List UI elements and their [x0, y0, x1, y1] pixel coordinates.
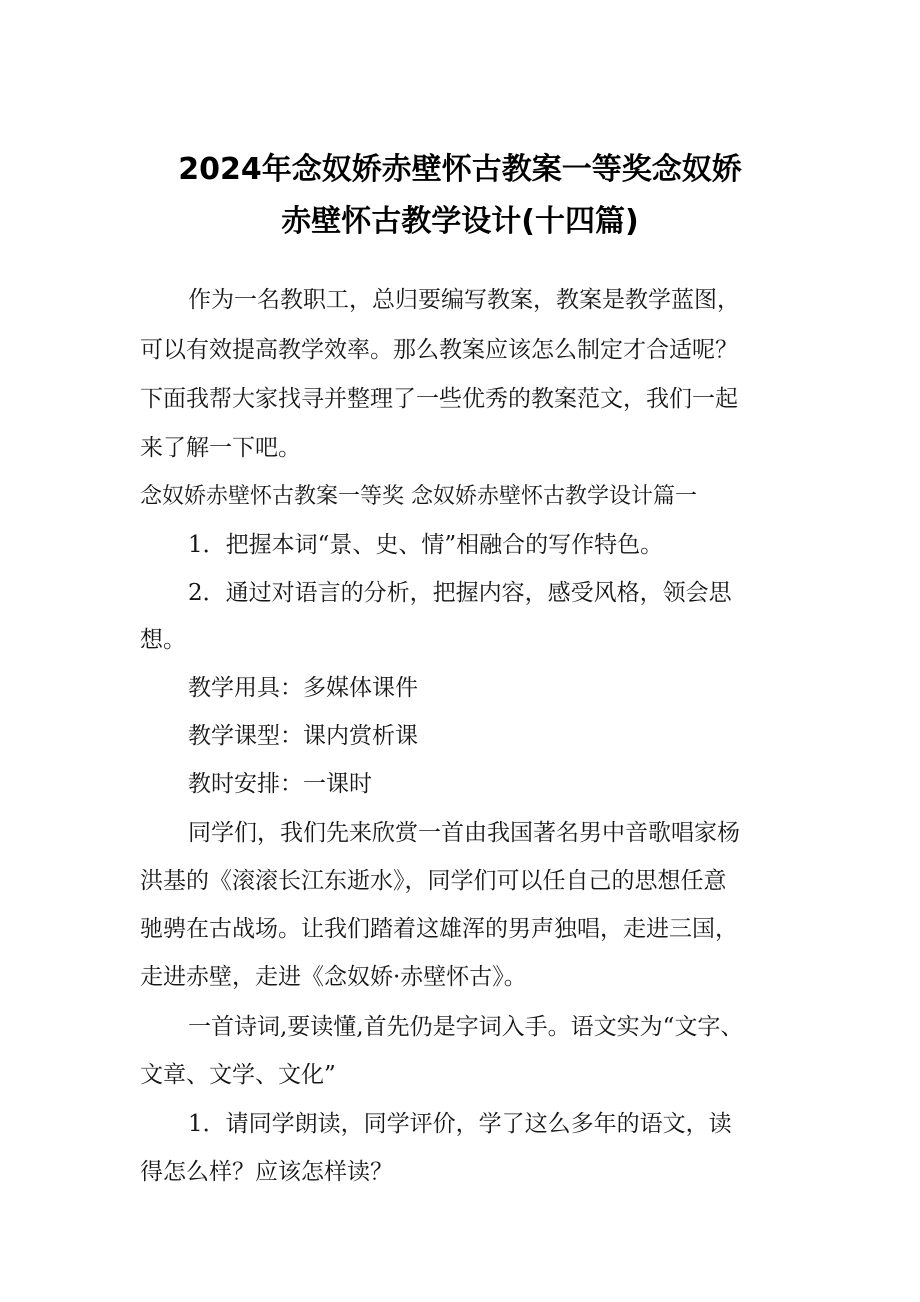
intro-paragraph-line-3: 下面我帮大家找寻并整理了一些优秀的教案范文，我们一起 [140, 386, 738, 412]
time-arrangement: 教时安排：一课时 [188, 771, 372, 797]
intro-lesson-line-3: 驰骋在古战场。让我们踏着这雄浑的男声独唱，走进三国， [140, 916, 738, 942]
section-heading: 念奴娇赤壁怀古教案一等奖 念奴娇赤壁怀古教学设计篇一 [140, 484, 697, 509]
document-title-line-1: 2024年念奴娇赤壁怀古教案一等奖念奴娇 [178, 152, 742, 187]
teaching-tools: 教学用具：多媒体课件 [188, 675, 418, 701]
objective-1: 1．把握本词“景、史、情”相融合的写作特色。 [188, 532, 664, 558]
intro-paragraph-line-1: 作为一名教职工，总归要编写教案，教案是教学蓝图， [188, 287, 740, 313]
reading-step-line-2: 得怎么样？应该怎样读？ [140, 1159, 393, 1185]
poetry-paragraph-line-2: 文章、文学、文化” [140, 1062, 336, 1088]
intro-paragraph-line-2: 可以有效提高教学效率。那么教案应该怎么制定才合适呢？ [140, 337, 738, 363]
intro-lesson-line-2: 洪基的《滚滚长江东逝水》，同学们可以任自己的思想任意 [140, 868, 727, 894]
reading-step-line-1: 1．请同学朗读，同学评价，学了这么多年的语文，读 [188, 1111, 732, 1137]
intro-lesson-line-4: 走进赤壁，走进《念奴娇·赤壁怀古》。 [140, 964, 527, 990]
intro-paragraph-line-4: 来了解一下吧。 [140, 435, 301, 461]
poetry-paragraph-line-1: 一首诗词,要读懂,首先仍是字词入手。语文实为“文字、 [188, 1014, 744, 1040]
intro-lesson-line-1: 同学们，我们先来欣赏一首由我国著名男中音歌唱家杨 [188, 820, 740, 846]
objective-2-line-1: 2．通过对语言的分析，把握内容，感受风格，领会思 [188, 580, 732, 606]
lesson-type: 教学课型：课内赏析课 [188, 723, 418, 749]
objective-2-line-2: 想。 [140, 627, 186, 653]
document-title-line-2: 赤壁怀古教学设计(十四篇) [281, 204, 639, 239]
